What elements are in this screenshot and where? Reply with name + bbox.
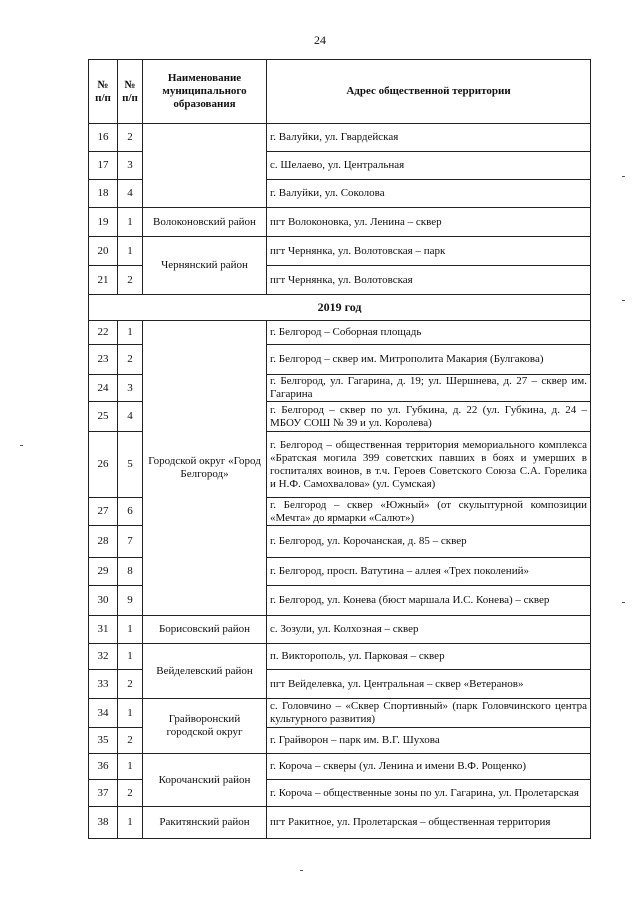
municipality-cell: Ракитянский район [143,807,267,839]
address-cell: г. Белгород – общественная территория мемориального комплекса «Братская могила 399 советских павших в боях и умерших в госпиталях воинов, в т.ч. Героев Советского Союза С.А. Горелика и Н.Ф. Самохвалова» (ул. Сумская) [267,432,591,498]
row-number-total: 32 [89,644,118,670]
row-number-local: 2 [118,124,143,152]
page-number: 24 [314,33,326,47]
row-number-local: 4 [118,180,143,208]
year-label: 2019 год [89,295,591,321]
address-cell: пгт Вейделевка, ул. Центральная – сквер «Ветеранов» [267,670,591,699]
table-header-row [89,60,591,124]
address-cell: г. Короча – общественные зоны по ул. Гагарина, ул. Пролетарская [267,780,591,807]
row-number-total: 19 [89,208,118,237]
address-cell: г. Грайворон – парк им. В.Г. Шухова [267,728,591,754]
row-number-total: 16 [89,124,118,152]
row-number-local: 2 [118,728,143,754]
row-number-total: 36 [89,754,118,780]
row-number-total: 24 [89,375,118,402]
table-row [89,124,591,152]
table-body [89,124,591,839]
scan-speck [300,870,303,871]
row-number-local: 1 [118,321,143,345]
address-cell: пгт Чернянка, ул. Волотовская – парк [267,237,591,266]
row-number-total: 33 [89,670,118,699]
row-number-local: 1 [118,237,143,266]
municipality-cell: Городской округ «Город Белгород» [143,321,267,616]
address-cell: г. Белгород, ул. Гагарина, д. 19; ул. Шершнева, д. 27 – сквер им. Гагарина [267,375,591,402]
row-number-total: 37 [89,780,118,807]
row-number-local: 1 [118,754,143,780]
municipality-cell: Чернянский район [143,237,267,295]
row-number-local: 2 [118,780,143,807]
row-number-total: 38 [89,807,118,839]
address-cell: г. Белгород, ул. Конева (бюст маршала И.С. Конева) – сквер [267,586,591,616]
scan-speck [622,602,625,603]
header-municipality: Наименование муниципального образования [143,60,267,124]
address-cell: г. Белгород, ул. Корочанская, д. 85 – сквер [267,526,591,558]
table-row [89,237,591,266]
table-row [89,699,591,728]
municipality-cell [143,124,267,208]
row-number-total: 26 [89,432,118,498]
address-cell: с. Шелаево, ул. Центральная [267,152,591,180]
row-number-local: 7 [118,526,143,558]
row-number-local: 1 [118,699,143,728]
row-number-local: 1 [118,616,143,644]
address-cell: п. Викторополь, ул. Парковая – сквер [267,644,591,670]
header-number-local: № п/п [118,60,143,124]
row-number-local: 4 [118,402,143,432]
address-cell: г. Валуйки, ул. Соколова [267,180,591,208]
address-cell: с. Головчино – «Сквер Спортивный» (парк Головчинского центра культурного развития) [267,699,591,728]
row-number-total: 31 [89,616,118,644]
scan-speck [622,176,625,177]
year-section-row [89,295,591,321]
row-number-total: 30 [89,586,118,616]
row-number-total: 34 [89,699,118,728]
row-number-local: 1 [118,807,143,839]
table-row [89,616,591,644]
row-number-local: 2 [118,345,143,375]
row-number-total: 23 [89,345,118,375]
address-cell: г. Валуйки, ул. Гвардейская [267,124,591,152]
row-number-total: 27 [89,498,118,526]
row-number-local: 2 [118,266,143,295]
address-cell: г. Белгород – сквер «Южный» (от скульптурной композиции «Мечта» до ярмарки «Салют») [267,498,591,526]
municipality-cell: Борисовский район [143,616,267,644]
address-cell: с. Зозули, ул. Колхозная – сквер [267,616,591,644]
address-cell: г. Белгород, просп. Ватутина – аллея «Трех поколений» [267,558,591,586]
row-number-local: 2 [118,670,143,699]
table-row [89,807,591,839]
address-cell: г. Белгород – сквер по ул. Губкина, д. 22 (ул. Губкина, д. 24 – МБОУ СОШ № 39 и ул. Королева) [267,402,591,432]
address-cell: пгт Чернянка, ул. Волотовская [267,266,591,295]
address-cell: г. Короча – скверы (ул. Ленина и имени В.Ф. Рощенко) [267,754,591,780]
address-cell: пгт Волоконовка, ул. Ленина – сквер [267,208,591,237]
address-cell: г. Белгород – Соборная площадь [267,321,591,345]
row-number-total: 28 [89,526,118,558]
address-cell: г. Белгород – сквер им. Митрополита Макария (Булгакова) [267,345,591,375]
municipality-cell: Корочанский район [143,754,267,807]
row-number-total: 22 [89,321,118,345]
row-number-total: 21 [89,266,118,295]
scan-speck [622,300,625,301]
header-address: Адрес общественной территории [267,60,591,124]
municipality-cell: Вейделевский район [143,644,267,699]
header-number-total: № п/п [89,60,118,124]
table-row [89,208,591,237]
row-number-total: 17 [89,152,118,180]
municipality-cell: Волоконовский район [143,208,267,237]
row-number-total: 25 [89,402,118,432]
address-cell: пгт Ракитное, ул. Пролетарская – общественная территория [267,807,591,839]
table-row [89,754,591,780]
scan-speck [20,445,23,446]
row-number-local: 8 [118,558,143,586]
public-territories-table [88,59,591,839]
table-row [89,321,591,345]
row-number-local: 9 [118,586,143,616]
row-number-local: 3 [118,152,143,180]
row-number-total: 35 [89,728,118,754]
row-number-total: 29 [89,558,118,586]
table-row [89,644,591,670]
row-number-local: 6 [118,498,143,526]
municipality-cell: Грайворонский городской округ [143,699,267,754]
row-number-local: 1 [118,208,143,237]
row-number-local: 1 [118,644,143,670]
row-number-total: 18 [89,180,118,208]
row-number-local: 3 [118,375,143,402]
row-number-local: 5 [118,432,143,498]
row-number-total: 20 [89,237,118,266]
